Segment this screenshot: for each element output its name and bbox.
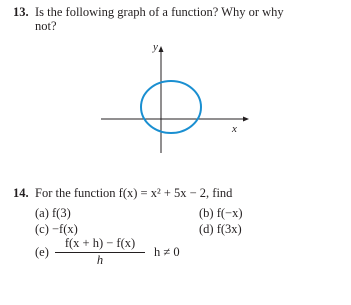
part-a: (a) f(3)	[35, 206, 71, 220]
part-d: (d) f(3x)	[199, 222, 242, 236]
y-axis-label: y	[153, 41, 158, 53]
part-b: (b) f(−x)	[199, 206, 243, 220]
part-e-numerator: f(x + h) − f(x)	[64, 236, 136, 250]
problem-13-number: 13.	[13, 5, 29, 19]
part-e-label: (e)	[35, 245, 49, 259]
ellipse-curve	[141, 81, 201, 133]
part-e-condition: h ≠ 0	[154, 245, 180, 259]
x-axis-label: x	[232, 123, 237, 135]
part-e-fraction	[55, 236, 145, 268]
y-axis-arrow	[159, 46, 164, 52]
part-c: (c) −f(x)	[35, 222, 78, 236]
problem-14-number: 14.	[13, 186, 29, 200]
problem-14-prompt: For the function f(x) = x² + 5x − 2, find	[35, 186, 233, 200]
problem-13-question-line2: not?	[35, 19, 57, 33]
x-axis-arrow	[243, 117, 249, 122]
part-e-denominator: h	[96, 253, 104, 267]
problem-13-question-line1: Is the following graph of a function? Why or why	[35, 5, 284, 19]
